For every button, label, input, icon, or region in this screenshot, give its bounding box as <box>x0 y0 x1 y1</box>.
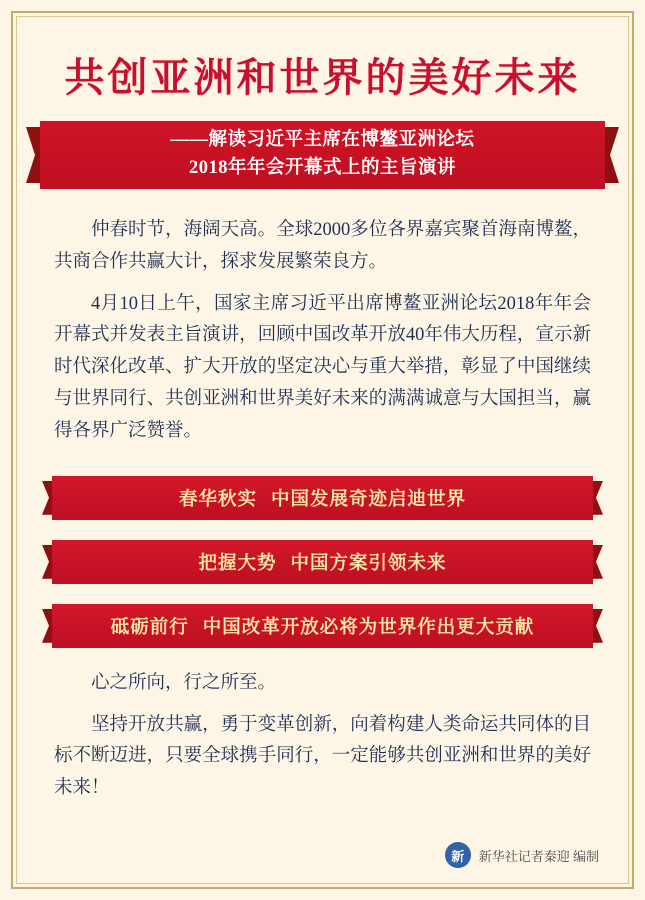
section-banner-2-body <box>52 540 593 584</box>
section-banner-2-text: 中国方案引领未来 <box>290 553 447 574</box>
closing-paragraph-1: 心之所向，行之所至。 <box>91 672 277 693</box>
subtitle-line-1: ——解读习近平主席在博鳌亚洲论坛 <box>170 130 475 151</box>
subtitle-line-2: 2018年年会开幕式上的主旨演讲 <box>188 158 456 178</box>
section-banner-2-head: 把握大势 <box>198 553 277 574</box>
section-banner-3 <box>42 604 603 648</box>
section-banner-1-body <box>52 476 593 520</box>
section-banner-3-head: 砥砺前行 <box>110 617 189 638</box>
paragraph-1: 仲春时节，海阔天高。全球2000多位各界嘉宾聚首海南博鳌，共商合作共赢大计，探求发展繁荣良方。 <box>54 220 591 272</box>
agency-logo-icon: 新 <box>445 842 471 868</box>
section-banner-1-text: 中国发展奇迹启迪世界 <box>271 489 467 510</box>
poster-content <box>20 20 625 880</box>
section-banner-1 <box>42 476 603 520</box>
section-banner-list <box>42 476 603 648</box>
page-title: 共创亚洲和世界的美好未来 <box>64 55 581 100</box>
credit-line <box>445 842 599 868</box>
section-banner-2 <box>42 540 603 584</box>
section-banner-3-body <box>52 604 593 648</box>
closing-paragraph-2: 坚持开放共赢，勇于变革创新，向着构建人类命运共同体的目标不断迈进，只要全球携手同行，一定能够共创亚洲和世界的美好未来！ <box>54 714 591 799</box>
subtitle-banner <box>40 121 605 189</box>
credit-text: 新华社记者秦迎 编制 <box>478 848 599 864</box>
paragraph-2: 4月10日上午，国家主席习近平出席博鳌亚洲论坛2018年年会开幕式并发表主旨演讲，回顾中国改革开放40年伟大历程，宣示新时代深化改革、扩大开放的坚定决心与重大举措，彰显了中国继续与世界同行、共创亚洲和世界美好未来的满满诚意与大国担当，赢得各界广泛赞誉。 <box>54 293 591 441</box>
section-banner-3-text: 中国改革开放必将为世界作出更大贡献 <box>202 617 535 638</box>
section-banner-1-head: 春华秋实 <box>178 489 257 510</box>
subtitle-ribbon <box>20 121 625 189</box>
